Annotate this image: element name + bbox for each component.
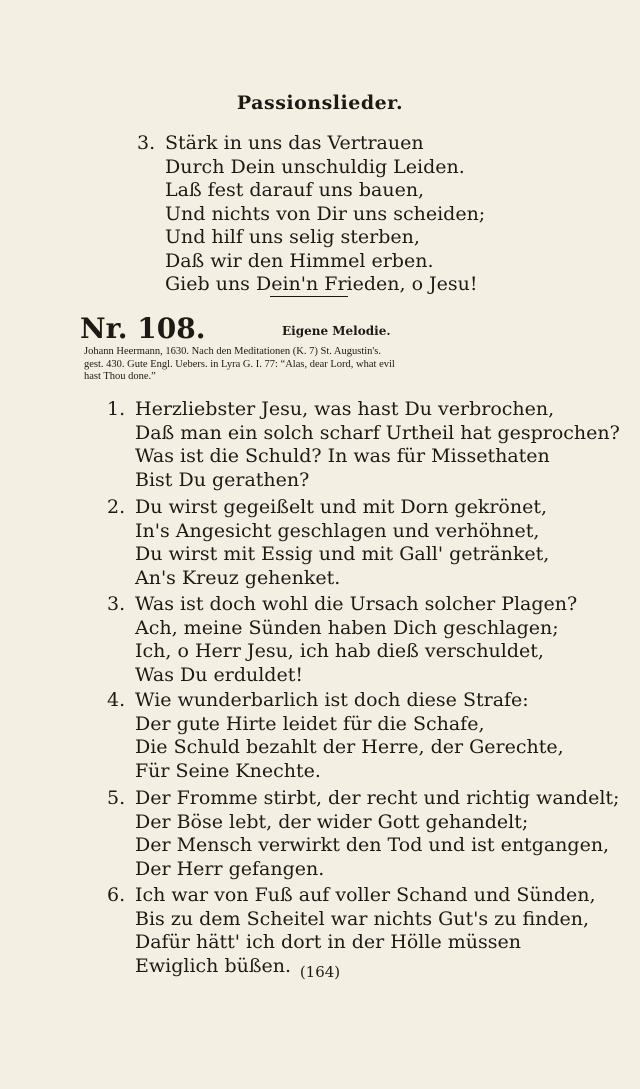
verse-line: Daß wir den Himmel erben. [165, 249, 434, 272]
verse-line: Was Du erduldet! [135, 663, 303, 686]
verse-line: Was ist doch wohl die Ursach solcher Plagen? [135, 593, 578, 615]
hymn-verse-2 [107, 496, 549, 590]
verse-line: Herzliebster Jesu, was hast Du verbrochen, [135, 398, 555, 420]
verse-line: Der gute Hirte leidet für die Schafe, [135, 712, 485, 735]
verse-line: Laß fest darauf uns bauen, [165, 179, 425, 201]
verse-line: Durch Dein unschuldig Leiden. [165, 155, 465, 178]
verse-line: Ewiglich büßen. [135, 954, 292, 977]
running-header: Passionslieder. [236, 92, 404, 114]
verse-line: Du wirst mit Essig und mit Gall' getränket, [135, 543, 550, 565]
hymn-verse-4 [107, 689, 564, 783]
verse-line: Der Fromme stirbt, der recht und richtig wandelt; [135, 787, 620, 809]
verse-line: Der Böse lebt, der wider Gott gehandelt; [135, 810, 529, 833]
verse-line: Die Schuld bezahlt der Herre, der Gerechte, [135, 736, 564, 758]
verse-line: Dafür hätt' ich dort in der Hölle müssen [135, 931, 521, 953]
verse-number: 4. [107, 689, 126, 711]
verse-line: Wie wunderbarlich ist doch diese Strafe: [135, 689, 529, 711]
verse-line: Was ist die Schuld? In was für Missethaten [135, 445, 550, 467]
verse-line: Und hilf uns selig sterben, [165, 226, 420, 248]
hymn-number: Nr. 108. [80, 312, 206, 345]
verse-number: 2. [107, 496, 126, 518]
top-verse-3 [137, 132, 485, 297]
verse-number: 3. [137, 132, 156, 154]
verse-line: Bist Du gerathen? [135, 468, 310, 491]
hymn-verse-5 [107, 787, 619, 881]
verse-line: Der Herr gefangen. [135, 857, 325, 880]
verse-line: An's Kreuz gehenket. [135, 566, 341, 589]
verse-line: Ach, meine Sünden haben Dich geschlagen; [135, 616, 559, 639]
verse-line: 3. Stärk in uns das Vertrauen [137, 132, 424, 154]
attribution-line: Johann Heermann, 1630. Nach den Meditationen (K. 7) St. Augustin's. [84, 346, 382, 357]
page-number: (164) [299, 963, 341, 981]
verse-number: 6. [107, 884, 126, 906]
hymn-verse-1 [107, 398, 620, 492]
verse-line: Ich war von Fuß auf voller Schand und Sünden, [135, 884, 596, 906]
verse-number: 5. [107, 787, 126, 809]
verse-line: Du wirst gegeißelt und mit Dorn gekrönet, [135, 496, 548, 518]
section-divider [270, 296, 348, 297]
verse-number: 3. [107, 593, 126, 615]
verse-number: 1. [107, 398, 126, 420]
hymn-attribution [84, 346, 554, 384]
melody-note: Eigene Melodie. [282, 324, 391, 338]
hymn-verse-3 [107, 593, 577, 687]
verse-line: Ich, o Herr Jesu, ich hab dieß verschuldet, [135, 640, 544, 662]
attribution-line: hast Thou done.” [84, 371, 156, 382]
verse-line: Bis zu dem Scheitel war nichts Gut's zu finden, [135, 907, 590, 930]
attribution-line: gest. 430. Gute Engl. Uebers. in Lyra G. I. 77: “Alas, dear Lord, what evil [84, 358, 395, 370]
verse-line: Für Seine Knechte. [135, 759, 321, 782]
verse-line: Der Mensch verwirkt den Tod und ist entgangen, [135, 834, 610, 856]
verse-line: In's Angesicht geschlagen und verhöhnet, [135, 519, 540, 542]
verse-line: Und nichts von Dir uns scheiden; [165, 202, 486, 225]
verse-line: Gieb uns Dein'n Frieden, o Jesu! [165, 273, 478, 295]
verse-line: Daß man ein solch scharf Urtheil hat gesprochen? [135, 421, 620, 444]
